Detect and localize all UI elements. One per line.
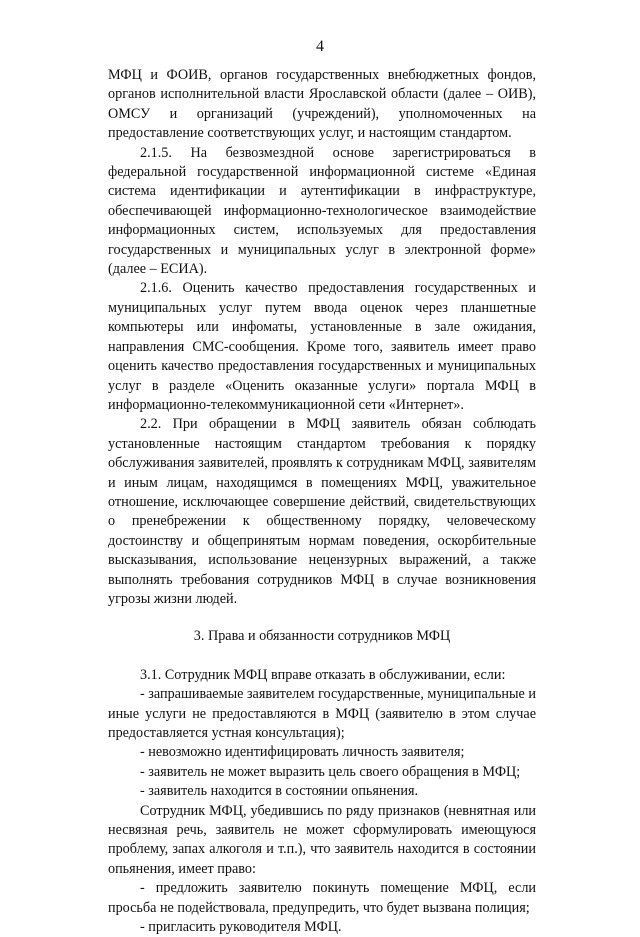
page-number: 4 bbox=[316, 38, 324, 55]
list-item-invite-manager: - пригласить руководителя МФЦ. bbox=[140, 919, 342, 936]
list-item-purpose: - заявитель не может выразить цель своего обращения в МФЦ; bbox=[140, 763, 521, 780]
paragraph-3-1: 3.1. Сотрудник МФЦ вправе отказать в обслуживании, если: bbox=[140, 666, 506, 683]
list-item-identity: - невозможно идентифицировать личность заявителя; bbox=[140, 744, 465, 761]
paragraph-2-1-6: 2.1.6. Оценить качество предоставления государственных и муниципальных услуг путем ввода оценок через планшетные компьютеры или инфоматы, установленные в зале ожидания, направления СМС-сообщения. Кроме того, заявитель имеет право оценить качество предоставления государственных и муниципальных услуг в разделе «Оценить оказанные услуги» портала МФЦ в информационно-телекоммуникационной сети «Интернет». bbox=[108, 280, 536, 413]
paragraph-2-2: 2.2. При обращении в МФЦ заявитель обязан соблюдать установленные настоящим стандартом требования к порядку обслуживания заявителей, проявлять к сотрудникам МФЦ, заявителям и иным лицам, находящимся в помещениях МФЦ, уважительное отношение, исключающее совершение действий, свидетельствующих о пренебрежении к общественному порядку, человеческому достоинству и общепринятым нормам поведения, оскорбительные высказывания, использование нецензурных выражений, а также выполнять требования сотрудников МФЦ в случае возникновения угрозы жизни людей. bbox=[108, 416, 536, 607]
paragraph-2-1-5: 2.1.5. На безвозмездной основе зарегистрироваться в федеральной государственной информационной системе «Единая система идентификации и аутентификации в инфраструктуре, обеспечивающей информационно-технологическое взаимодействие информационных систем, используемых для предоставления государственных и муниципальных услуг в электронной форме» (далее – ЕСИА). bbox=[108, 144, 536, 278]
document-body bbox=[108, 66, 536, 937]
list-item-intoxication: - заявитель находится в состоянии опьянения. bbox=[140, 783, 419, 800]
section-heading: 3. Права и обязанности сотрудников МФЦ bbox=[193, 628, 451, 645]
paragraph-employee-rights: Сотрудник МФЦ, убедившись по ряду признаков (невнятная или несвязная речь, заявитель не может сформулировать имеющуюся проблему, запах алкоголя и т.п.), что заявитель находится в состоянии опьянения, имеет право: bbox=[108, 802, 536, 877]
list-item-services-not-provided: - запрашиваемые заявителем государственные, муниципальные и иные услуги не предоставляются в МФЦ (заявителю в этом случае предоставляется устная консультация); bbox=[108, 686, 536, 741]
list-item-leave-premises: - предложить заявителю покинуть помещение МФЦ, если просьба не подействовала, предупредить, что будет вызвана полиция; bbox=[108, 880, 536, 916]
paragraph-continuation: МФЦ и ФОИВ, органов государственных внебюджетных фондов, органов исполнительной власти Ярославской области (далее – ОИВ), ОМСУ и организаций (учреждений), уполномоченных на предоставление соответствующих услуг, и настоящим стандартом. bbox=[108, 67, 536, 142]
